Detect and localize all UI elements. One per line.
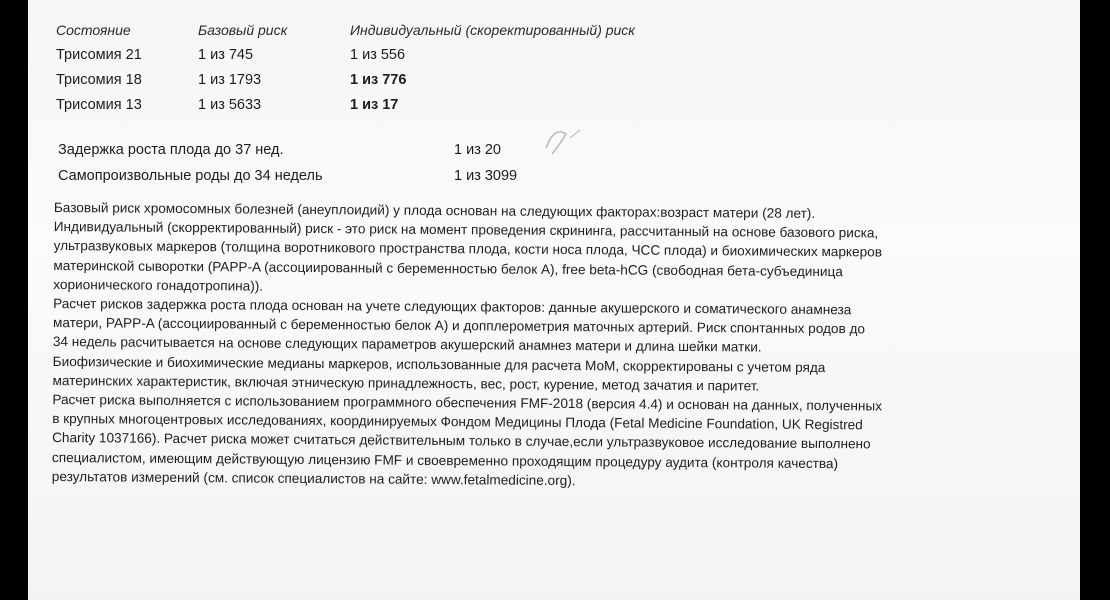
risk-label: Самопроизвольные роды до 34 недель	[58, 168, 323, 184]
base-risk-cell: 1 из 5633	[198, 97, 262, 113]
condition-cell: Трисомия 18	[56, 72, 142, 88]
text-line: Базовый риск хромосомных болезней (анеуплоидий) у плода основан на следующих факторах:возраст матери (28 лет).	[53, 199, 816, 221]
text-line: хорионического гонадотропина)).	[53, 276, 264, 294]
pen-scribble	[516, 108, 596, 168]
text-line: ультразвуковых маркеров (толщина воротникового пространства плода, кости носа плода, ЧСС плода) и биохимических маркеров	[53, 238, 883, 260]
text-line: материнской сыворотки (PAPP-A (ассоциированный с беременностью белок А), free beta-hCG (свободная бета-субъединица	[53, 257, 843, 279]
base-risk-cell: 1 из 745	[198, 47, 254, 63]
text-line: в крупных многоцентровых исследованиях, координируемых Фондом Медицины Плода (Fetal Medicine Foundation, UK Registred	[52, 411, 863, 433]
individual-risk-cell: 1 из 556	[350, 47, 406, 63]
text-line: специалистом, имеющим действующую лицензию FMF и своевременно проходящим процедуру аудита (контроля качества)	[51, 449, 839, 471]
risk-value: 1 из 3099	[454, 168, 518, 184]
text-line: Charity 1037166). Расчет риска может считаться действительным только в случае,если ультразвуковое исследование выполнено	[52, 430, 871, 452]
text-line: матери, PAPP-A (ассоциированный с беременностью белок А) и допплерометрия маточных артерий. Риск спонтанных родов до	[52, 315, 866, 337]
text-line: Индивидуальный (скорректированный) риск - это риск на момент проведения скрининга, рассчитанный на основе базового риска,	[53, 219, 879, 241]
document-page	[28, 0, 1080, 600]
header-condition: Состояние	[56, 22, 131, 38]
text-line: материнских характеристик, включая этническую принадлежность, вес, рост, курение, метод зачатия и паритет.	[52, 372, 760, 394]
header-individual-risk: Индивидуальный (скоректированный) риск	[350, 22, 635, 38]
text-line: результатов измерений (см. список специалистов на сайте: www.fetalmedicine.org).	[51, 468, 576, 488]
text-line: Биофизические и биохимические медианы маркеров, использованные для расчета МоМ, скорректированы с учетом ряда	[52, 353, 826, 375]
explanation-text	[52, 198, 1080, 494]
text-line: Расчет рисков задержка роста плода основан на учете следующих факторов: данные акушерского и соматического анамнеза	[53, 296, 852, 318]
text-line: Расчет риска выполняется с использованием программного обеспечения FMF-2018 (версия 4.4) и основан на данных, полученных	[52, 392, 883, 414]
condition-cell: Трисомия 21	[56, 47, 142, 63]
base-risk-cell: 1 из 1793	[198, 72, 262, 88]
risk-label: Задержка роста плода до 37 нед.	[58, 142, 284, 158]
text-line: 34 недель расчитывается на основе следующих параметров акушерский анамнез матери и длина шейки матки.	[52, 334, 762, 355]
condition-cell: Трисомия 13	[56, 97, 142, 113]
individual-risk-cell: 1 из 776	[350, 72, 407, 88]
header-base-risk: Базовый риск	[198, 22, 288, 38]
individual-risk-cell: 1 из 17	[350, 97, 399, 113]
risk-value: 1 из 20	[454, 142, 501, 158]
